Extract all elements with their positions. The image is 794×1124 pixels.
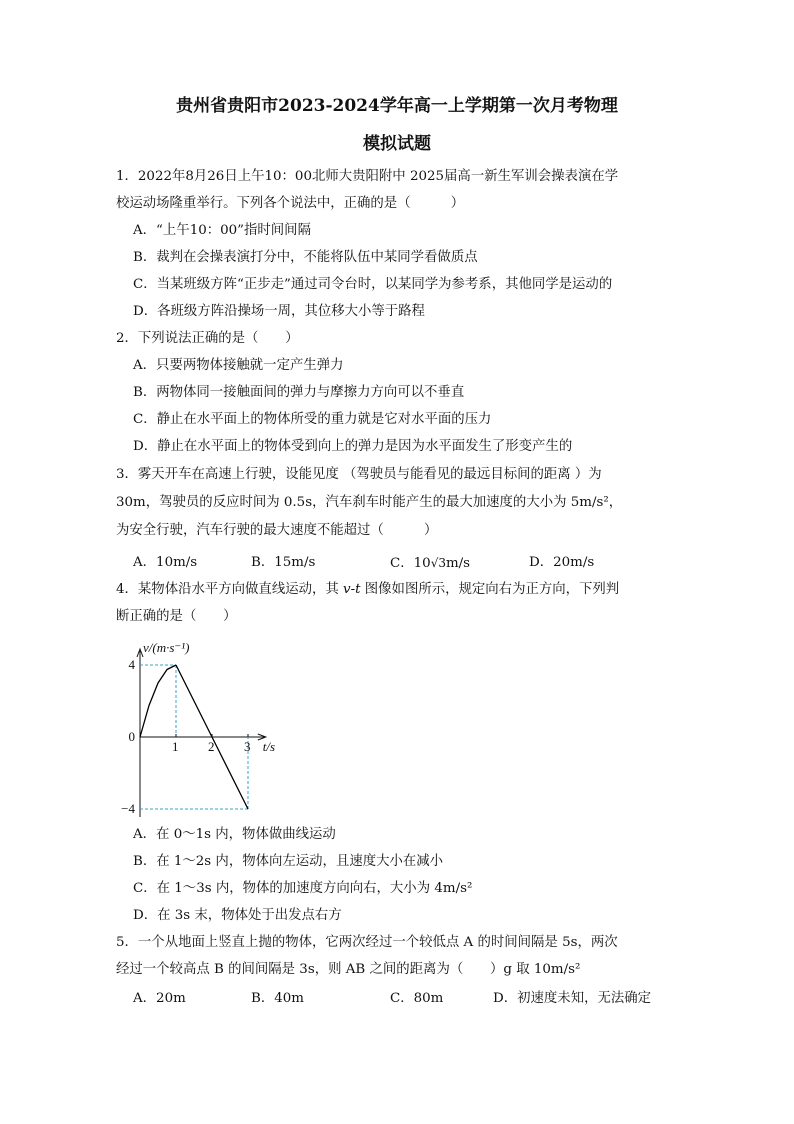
q1-stem-line2: 校运动场隆重举行。下列各个说法中，正确的是（ ）	[116, 196, 465, 211]
q2-option-a: A．只要两物体接触就一定产生弹力	[133, 358, 344, 373]
q1-option-c: C．当某班级方阵“正步走”通过司令台时，以某同学为参考系，其他同学是运动的	[133, 277, 613, 292]
q4-stem-line2: 断正确的是（ ）	[116, 609, 237, 624]
q2-stem: 2．下列说法正确的是（ ）	[116, 331, 299, 346]
q5-option-d: D．初速度未知，无法确定	[493, 991, 652, 1006]
q3-option-b: B．15m/s	[251, 555, 316, 570]
q5-stem-line2: 经过一个较高点 B 的间间隔是 3s，则 AB 之间的距离为（ ）g 取 10m/s²	[116, 962, 581, 977]
q5-option-a: A．20m	[133, 991, 186, 1006]
q3-option-a: A．10m/s	[133, 555, 198, 570]
q4-stem-vt: v-t	[343, 582, 361, 597]
q3-option-d: D．20m/s	[529, 555, 595, 570]
q1-option-b: B．裁判在会操表演打分中，不能将队伍中某同学看做质点	[133, 250, 478, 265]
y-tick-label-2: −4	[121, 801, 135, 816]
exam-title: 贵州省贵阳市2023-2024学年高一上学期第一次月考物理	[176, 96, 618, 116]
q4-stem-part2: 图像如图所示，规定向右为正方向，下列判	[360, 582, 620, 597]
q4-option-d: D．在 3s 末，物体处于出发点右方	[133, 908, 342, 923]
q3-stem-line1: 3．雾天开车在高速上行驶，设能见度 （驾驶员与能看见的最远目标间的距离 ）为	[116, 467, 602, 482]
y-axis-label: v/(m·s⁻¹)	[143, 640, 190, 655]
x-axis-label: t/s	[262, 739, 276, 754]
x-tick-label-1: 1	[172, 739, 179, 754]
q3-option-c-suffix: m/s	[445, 556, 471, 571]
q2-option-c: C．静止在水平面上的物体所受的重力就是它对水平面的压力	[133, 412, 492, 427]
q4-option-c: C．在 1～3s 内，物体的加速度方向向右，大小为 4m/s²	[133, 881, 473, 896]
q1-stem-line1: 1．2022年8月26日上午10：00北师大贵阳附中 2025届高一新生军训会操表演在学	[116, 169, 619, 184]
q3-option-c	[390, 553, 470, 574]
q5-option-c: C．80m	[390, 991, 444, 1006]
q4-stem-line1	[116, 580, 619, 600]
q1-option-a: A．“上午10：00”指时间间隔	[133, 223, 311, 238]
exam-subtitle: 模拟试题	[363, 134, 431, 154]
q3-option-c-radical: √3	[430, 556, 446, 570]
q3-option-c-prefix: C．10	[390, 556, 431, 571]
q4-stem-part1: 4．某物体沿水平方向做直线运动，其	[116, 582, 344, 597]
x-tick-label-2: 2	[208, 739, 215, 754]
y-tick-label-1: 0	[128, 729, 135, 744]
q3-stem-line3: 为安全行驶，汽车行驶的最大速度不能超过（ ）	[116, 523, 438, 538]
q1-option-d: D．各班级方阵沿操场一周，其位移大小等于路程	[133, 304, 425, 319]
q5-stem-line1: 5．一个从地面上竖直上抛的物体，它两次经过一个较低点 A 的时间间隔是 5s，两次	[116, 935, 618, 950]
q4-option-a: A．在 0～1s 内，物体做曲线运动	[133, 827, 336, 842]
vt-graph	[121, 630, 308, 820]
q3-stem-line2: 30m，驾驶员的反应时间为 0.5s，汽车刹车时能产生的最大加速度的大小为 5m/s²，	[116, 495, 623, 510]
series-line-0	[140, 665, 176, 737]
x-tick-label-3: 3	[244, 739, 251, 754]
q5-option-b: B．40m	[251, 991, 304, 1006]
q4-option-b: B．在 1～2s 内，物体向左运动，且速度大小在减小	[133, 854, 444, 869]
q2-option-b: B．两物体同一接触面间的弹力与摩擦力方向可以不垂直	[133, 385, 465, 400]
q2-option-d: D．静止在水平面上的物体受到向上的弹力是因为水平面发生了形变产生的	[133, 439, 573, 454]
y-tick-label-0: 4	[128, 657, 135, 672]
